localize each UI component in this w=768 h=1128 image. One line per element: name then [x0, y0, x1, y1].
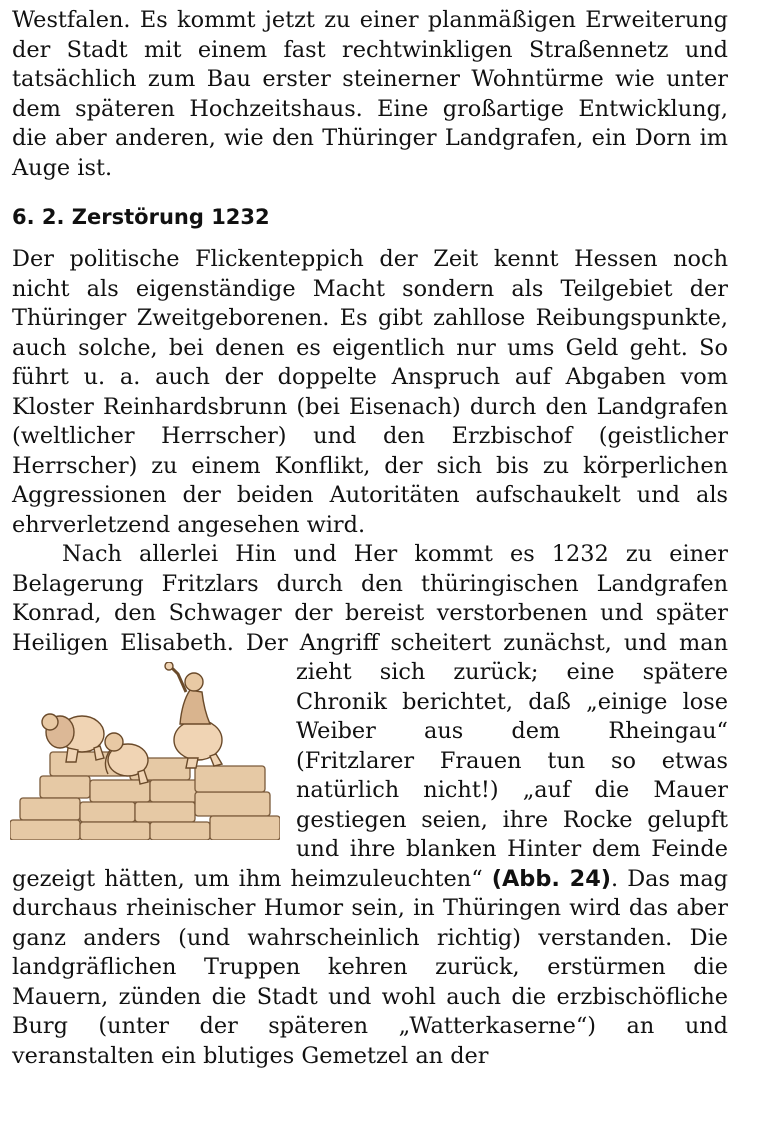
figure-reference: (Abb. 24) — [491, 865, 612, 892]
paragraph-siege — [12, 540, 728, 1071]
document-page — [12, 6, 728, 1071]
siege-text-start: Nach allerlei Hin und Her kommt es 1232 zu einer Belagerung Fritzlars durch den thüringischen Landgrafen Konrad, den Schwager der bereist verstorbenen und später Heiligen Elisabeth. Der Angriff scheitert zunächst, — [12, 541, 728, 656]
siege-text-main: und man zieht sich zurück; eine spätere Chronik berichtet, daß „einige lose Weiber aus dem Rheingau“ (Fritzlarer Frauen tun so etwas natürlich nicht!) „auf die Mauer gestiegen seien, ihre Rocke gelupft und ihre blanken Hinter dem Feinde gezeigt hätten, um ihm heimzuleuchten“ — [12, 629, 728, 892]
intro-paragraph: Westfalen. Es kommt jetzt zu einer planmäßigen Erweiterung der Stadt mit einem fast rechtwinkligen Straßennetz und tatsächlich zum Bau erster steinerner Wohntürme wie unter dem späteren Hochzeitshaus. Eine großartige Entwicklung, die aber anderen, wie den Thüringer Landgrafen, ein Dorn im Auge ist. — [12, 7, 728, 181]
section-heading: 6. 2. Zerstörung 1232 — [12, 205, 270, 229]
paragraph-politics: Der politische Flickenteppich der Zeit kennt Hessen noch nicht als eigenständige Macht sondern als Teilgebiet der Thüringer Zweitgeborenen. Es gibt zahllose Reibungspunkte, auch solche, bei denen es eigentlich nur ums Geld geht. So führt u. a. auch der doppelte Anspruch auf Abgaben vom Kloster Reinhardsbrunn (bei Eisenach) durch den Landgrafen (weltlicher Herrscher) und den Erzbischof (geistlicher Herrscher) zu einem Konflikt, der sich bis zu körperlichen Aggressionen der beiden Autoritäten aufschaukelt und als ehrverletzend angesehen wird. — [12, 246, 728, 538]
siege-text-end: . Das mag durchaus rheinischer Humor sein, in Thüringen wird das aber ganz anders (und wahrscheinlich richtig) verstanden. Die landgräflichen Truppen kehren zurück, erstürmen die Mauern, zünden die Stadt und wohl auch die erzbischöfliche Burg (unter der späteren „Watterkaserne“) an und veranstalten ein blutiges Gemetzel an der — [12, 865, 728, 1069]
cartoon-illustration — [10, 662, 280, 840]
figure-illustration — [10, 662, 280, 840]
